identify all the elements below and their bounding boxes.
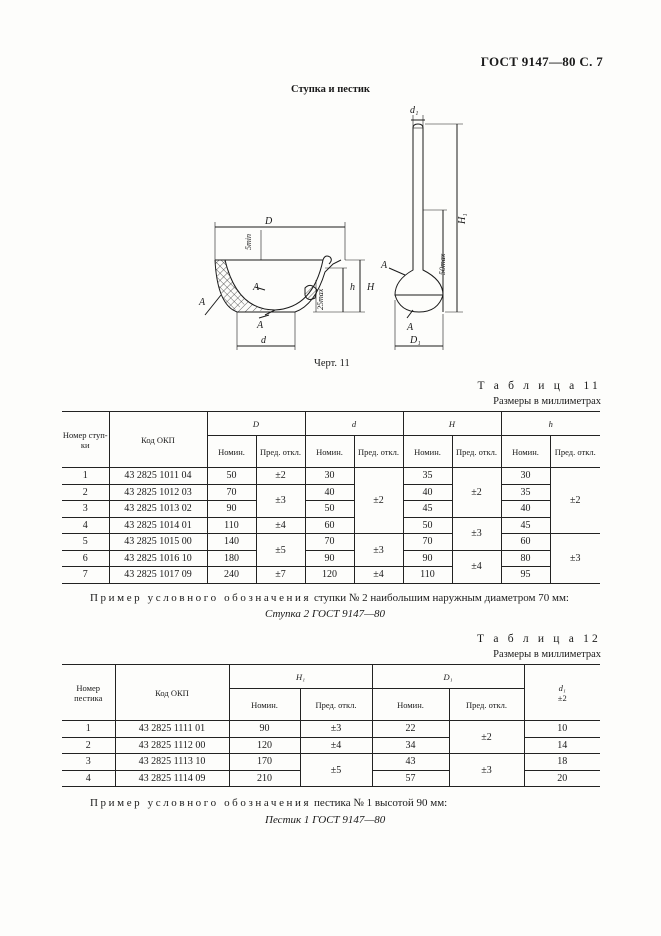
table-row: 1 43 2825 1011 04 50 ±2 30 ±2 35 ±2 30 ±2 bbox=[62, 468, 600, 485]
label-h: h bbox=[350, 282, 355, 293]
th-dev: Пред. откл. bbox=[550, 436, 600, 468]
table-row: 1 43 2825 1111 01 90 ±3 22 ±2 10 bbox=[62, 721, 600, 738]
th-nom: Номин. bbox=[403, 436, 452, 468]
th-dev: Пред. откл. bbox=[452, 436, 501, 468]
label-d1: d₁ bbox=[410, 105, 419, 116]
label-A-5: A bbox=[407, 322, 414, 333]
table-row: 4 43 2825 1014 01 110 ±4 60 50 ±3 45 bbox=[62, 517, 600, 534]
label-A-2: A bbox=[253, 282, 260, 293]
label-D1: D₁ bbox=[410, 335, 421, 346]
label-H1: H₁ bbox=[457, 213, 468, 224]
th-dev: Пред. откл. bbox=[256, 436, 305, 468]
th-nom: Номин. bbox=[207, 436, 256, 468]
table-12 bbox=[62, 664, 600, 787]
th-nom: Номин. bbox=[229, 689, 300, 721]
table-row: 3 43 2825 1013 02 90 50 45 40 bbox=[62, 501, 600, 518]
label-d: d bbox=[261, 335, 266, 346]
label-A-3: A bbox=[257, 320, 264, 331]
label-A-4: A bbox=[381, 260, 388, 271]
th-num: Номер пестика bbox=[62, 665, 115, 721]
label-H: H bbox=[367, 282, 375, 293]
table11-caption: Т а б л и ц а 11 bbox=[477, 380, 601, 392]
th-num: Номер ступ-ки bbox=[62, 412, 109, 468]
table-row: 7 43 2825 1017 09 240 ±7 120 ±4 110 95 bbox=[62, 567, 600, 584]
table-row: 5 43 2825 1015 00 140 ±5 70 ±3 70 60 ±3 bbox=[62, 534, 600, 551]
th-nom: Номин. bbox=[501, 436, 550, 468]
label-D: D bbox=[265, 216, 273, 227]
th-H1: H₁ bbox=[229, 665, 372, 689]
table12-caption: Т а б л и ц а 12 bbox=[477, 633, 601, 645]
drawing-title: Ступка и пестик bbox=[291, 84, 370, 95]
label-50max: 50max bbox=[438, 253, 447, 275]
th-H: H bbox=[403, 412, 501, 436]
th-dev: Пред. откл. bbox=[449, 689, 524, 721]
table-row: 3 43 2825 1113 10 170 ±5 43 ±3 18 bbox=[62, 754, 600, 771]
example2-designation: Пестик 1 ГОСТ 9147—80 bbox=[265, 814, 386, 826]
th-dev: Пред. откл. bbox=[300, 689, 372, 721]
th-nom: Номин. bbox=[372, 689, 449, 721]
th-dev: Пред. откл. bbox=[354, 436, 403, 468]
th-d: d bbox=[305, 412, 403, 436]
table-row: 2 43 2825 1012 03 70 ±3 40 40 35 bbox=[62, 484, 600, 501]
th-code: Код ОКП bbox=[115, 665, 229, 721]
th-d1: d₁ ±2 bbox=[524, 665, 600, 721]
table11-units: Размеры в миллиметрах bbox=[493, 396, 601, 407]
table-row: 2 43 2825 1112 00 120 ±4 34 14 bbox=[62, 737, 600, 754]
label-A-1: A bbox=[199, 297, 206, 308]
example1-text: Пример условного обозначения ступки № 2 наибольшим наружным диаметром 70 мм: bbox=[90, 592, 569, 604]
label-25max: 25max bbox=[316, 288, 325, 310]
th-D: D bbox=[207, 412, 305, 436]
table-row: 4 43 2825 1114 09 210 57 20 bbox=[62, 770, 600, 787]
example2-text: Пример условного обозначения пестика № 1 высотой 90 мм: bbox=[90, 797, 448, 809]
th-nom: Номин. bbox=[305, 436, 354, 468]
table12-units: Размеры в миллиметрах bbox=[493, 649, 601, 660]
th-h: h bbox=[501, 412, 600, 436]
table-11 bbox=[62, 411, 600, 584]
example1-designation: Ступка 2 ГОСТ 9147—80 bbox=[265, 608, 385, 620]
drawing-caption: Черт. 11 bbox=[314, 358, 350, 369]
mortar-pestle-drawing bbox=[195, 100, 485, 355]
th-D1: D₁ bbox=[372, 665, 524, 689]
table-row: 6 43 2825 1016 10 180 90 90 ±4 80 bbox=[62, 550, 600, 567]
page-header: ГОСТ 9147—80 С. 7 bbox=[480, 54, 603, 69]
th-code: Код ОКП bbox=[109, 412, 207, 468]
label-5min: 5min bbox=[244, 234, 253, 250]
